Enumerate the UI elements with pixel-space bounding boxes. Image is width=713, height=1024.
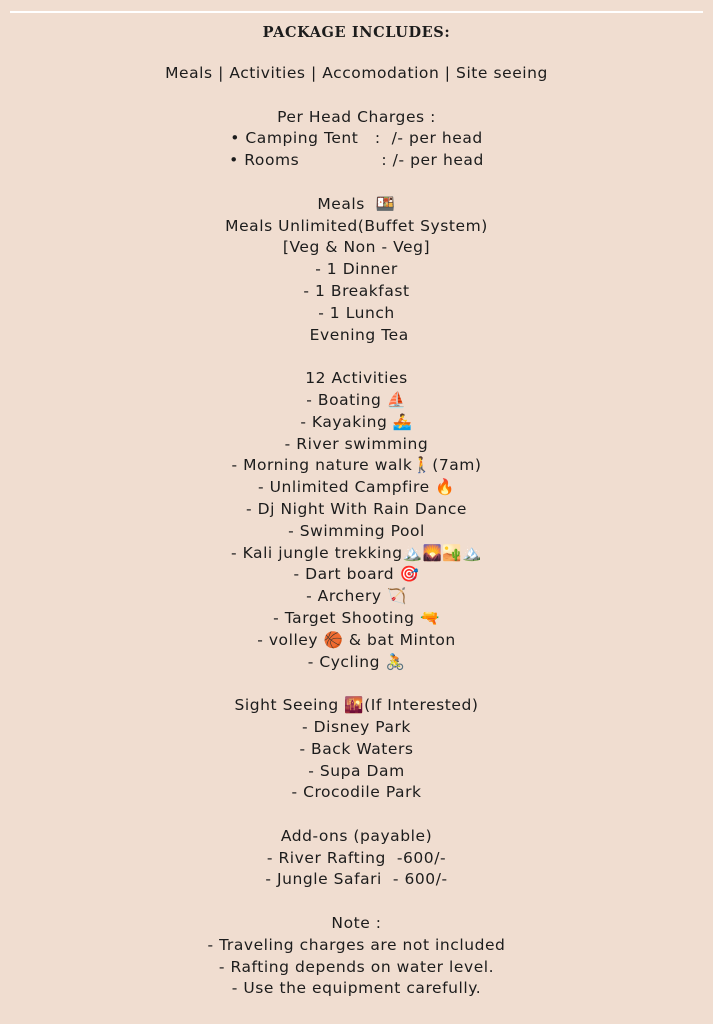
spacer	[0, 44, 713, 63]
note-heading: Note :	[331, 914, 382, 933]
charge-item: • Camping Tent : /- per head	[230, 129, 483, 148]
addon-item: - Jungle Safari - 600/-	[265, 870, 448, 889]
sightseeing-item: - Crocodile Park	[291, 783, 422, 802]
sightseeing-item: - Back Waters	[299, 739, 414, 758]
activity-item: - Archery 🏹	[306, 587, 407, 606]
addon-item: - River Rafting -600/-	[266, 848, 447, 867]
spacer	[0, 673, 713, 695]
activity-item: - River swimming	[284, 434, 429, 453]
meals-line: Meals Unlimited(Buffet System)	[225, 216, 488, 235]
activity-item: - Cycling 🚴	[307, 652, 406, 671]
page-title: PACKAGE INCLUDES:	[262, 24, 451, 41]
activity-item: - Dj Night With Rain Dance	[246, 499, 467, 518]
top-divider	[10, 11, 703, 13]
meals-line: [Veg & Non - Veg]	[282, 238, 431, 257]
activity-item: - Swimming Pool	[288, 521, 425, 540]
activity-item: - volley 🏀 & bat Minton	[257, 630, 456, 649]
note-item: - Traveling charges are not included	[207, 935, 506, 954]
activity-item: - Morning nature walk🚶(7am)	[231, 456, 482, 475]
spacer	[0, 891, 713, 913]
meals-line: - 1 Lunch	[318, 303, 395, 322]
activity-item: - Kali jungle trekking🏔️🌄🏜️🏔️	[230, 543, 483, 562]
sightseeing-heading: Sight Seeing 🌇(If Interested)	[234, 696, 479, 715]
summary-line: Meals | Activities | Accomodation | Site seeing	[165, 64, 548, 82]
sightseeing-item: - Disney Park	[302, 717, 411, 736]
addons-heading: Add-ons (payable)	[280, 826, 433, 845]
spacer	[0, 172, 713, 194]
note-item: - Rafting depends on water level.	[218, 957, 495, 976]
note-item: - Use the equipment carefully.	[231, 979, 482, 998]
sightseeing-item: - Supa Dam	[308, 761, 405, 780]
package-description	[0, 22, 713, 1000]
charge-item: • Rooms : /- per head	[229, 151, 484, 170]
activity-item: - Dart board 🎯	[293, 565, 420, 584]
activities-heading: 12 Activities	[305, 369, 408, 388]
activity-item: - Target Shooting 🔫	[273, 608, 440, 627]
activity-item: - Boating ⛵	[306, 390, 407, 409]
meals-line: Evening Tea	[304, 325, 409, 344]
charges-heading: Per Head Charges :	[277, 107, 436, 126]
meals-heading: Meals 🍱	[317, 194, 396, 213]
activity-item: - Kayaking 🚣	[300, 412, 413, 431]
meals-line: - 1 Dinner	[315, 260, 398, 279]
spacer	[0, 804, 713, 826]
spacer	[0, 346, 713, 368]
spacer	[0, 85, 713, 107]
activity-item: - Unlimited Campfire 🔥	[257, 478, 455, 497]
meals-line: - 1 Breakfast	[303, 281, 410, 300]
